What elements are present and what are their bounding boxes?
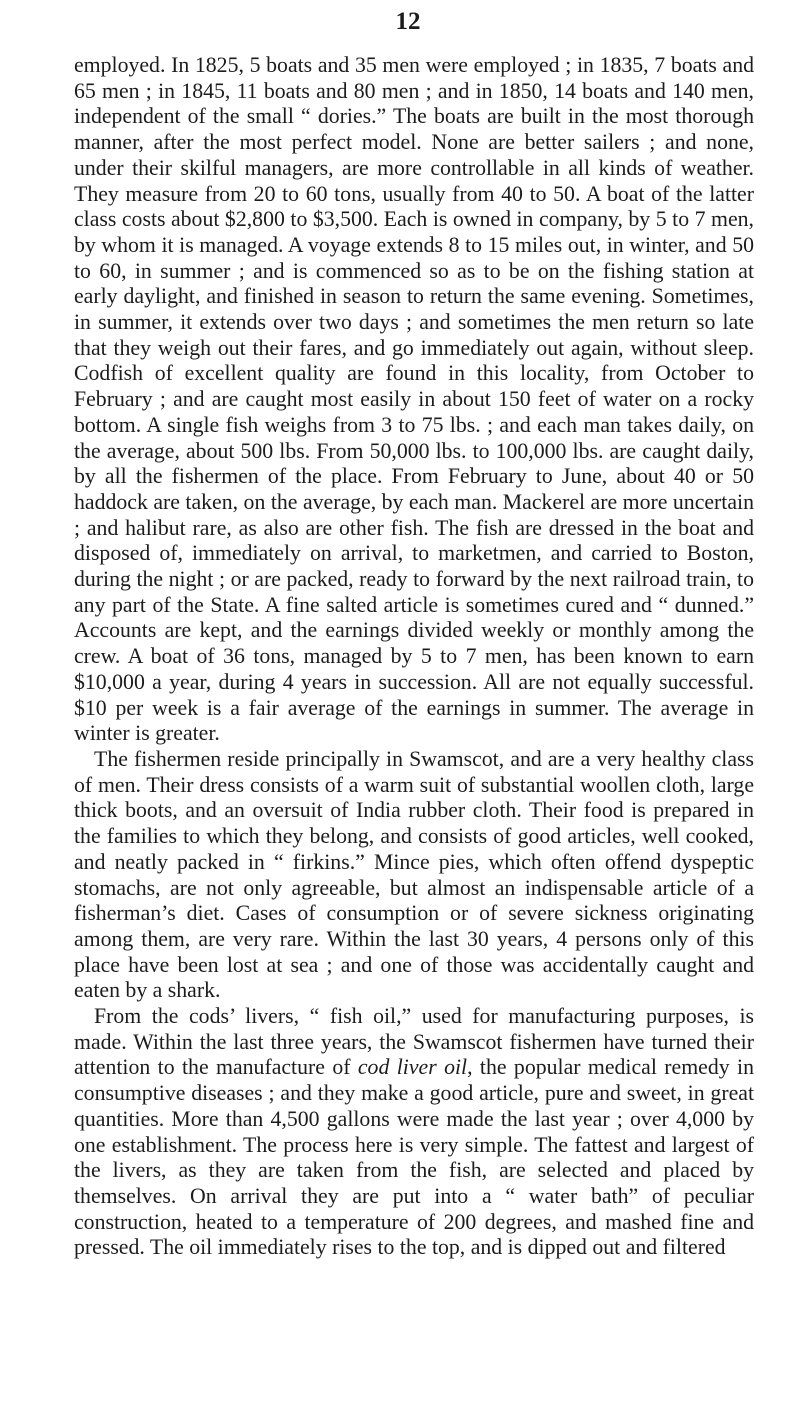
paragraph-cod-liver-oil: [74, 1004, 754, 1261]
paragraph-fishermen-life: [74, 747, 754, 1004]
body-text: [74, 53, 754, 1261]
paragraph-text: employed. In 1825, 5 boats and 35 men were employed ; in 1835, 7 boats and 65 men ; in 1845, 11 boats and 80 men ; and in 1850, 14 boats and 140 men, independent of the small “ dories.” The boats are built in the most thorough manner, after the most perfect model. None are better sailers ; and none, under their skilful managers, are more controllable in all kinds of weather. They measure from 20 to 60 tons, usually from 40 to 50. A boat of the latter class costs about $2,800 to $3,500. Each is owned in company, by 5 to 7 men, by whom it is managed. A voyage extends 8 to 15 miles out, in winter, and 50 to 60, in summer ; and is commenced so as to be on the fishing station at early daylight, and finished in season to return the same evening. Sometimes, in summer, it extends over two days ; and sometimes the men return so late that they weigh out their fares, and go immediately out again, without sleep. Codfish of excellent quality are found in this locality, from October to February ; and are caught most easily in about 150 feet of water on a rocky bottom. A single fish weighs from 3 to 75 lbs. ; and each man takes daily, on the average, about 500 lbs. From 50,000 lbs. to 100,000 lbs. are caught daily, by all the fishermen of the place. From February to June, about 40 or 50 haddock are taken, on the average, by each man. Mackerel are more uncertain ; and halibut rare, as also are other fish. The fish are dressed in the boat and disposed of, immediately on arrival, to marketmen, and carried to Boston, during the night ; or are packed, ready to forward by the next railroad train, to any part of the State. A fine salted article is sometimes cured and “ dunned.” Accounts are kept, and the earnings divided weekly or monthly among the crew. A boat of 36 tons, managed by 5 to 7 men, has been known to earn $10,000 a year, during 4 years in succession. All are not equally successful. $10 per week is a fair average of the earnings in summer. The average in winter is greater.: [74, 53, 754, 746]
paragraph-fishing-boats: [74, 53, 754, 747]
paragraph-text: From the cods’ livers, “ fish oil,” used for manufacturing purposes, is made. Within the last three years, the Swamscot fishermen have turned their attention to the manufacture of: [74, 1004, 754, 1080]
italic-term: cod liver oil: [357, 1055, 468, 1080]
page-number: 12: [395, 8, 421, 35]
paragraph-text: The fishermen reside principally in Swamscot, and are a very healthy class of men. Their dress consists of a warm suit of substantial woollen cloth, large thick boots, and an oversuit of India rubber cloth. Their food is prepared in the families to which they belong, and consists of good articles, well cooked, and neatly packed in “ firkins.” Mince pies, which often offend dyspeptic stomachs, are not only agreeable, but almost an indispensable article of a fisherman’s diet. Cases of consumption or of severe sickness originating among them, are very rare. Within the last 30 years, 4 persons only of this place have been lost at sea ; and one of those was accidentally caught and eaten by a shark.: [74, 746, 754, 1003]
paragraph-text: , the popular medical remedy in consumptive diseases ; and they make a good article, pure and sweet, in great quantities. More than 4,500 gallons were made the last year ; over 4,000 by one establishment. The process here is very simple. The fattest and largest of the livers, as they are taken from the fish, are selected and placed by themselves. On arrival they are put into a “ water bath” of peculiar construction, heated to a temperature of 200 degrees, and mashed fine and pressed. The oil immediately rises to the top, and is dipped out and filtered: [74, 1055, 754, 1260]
